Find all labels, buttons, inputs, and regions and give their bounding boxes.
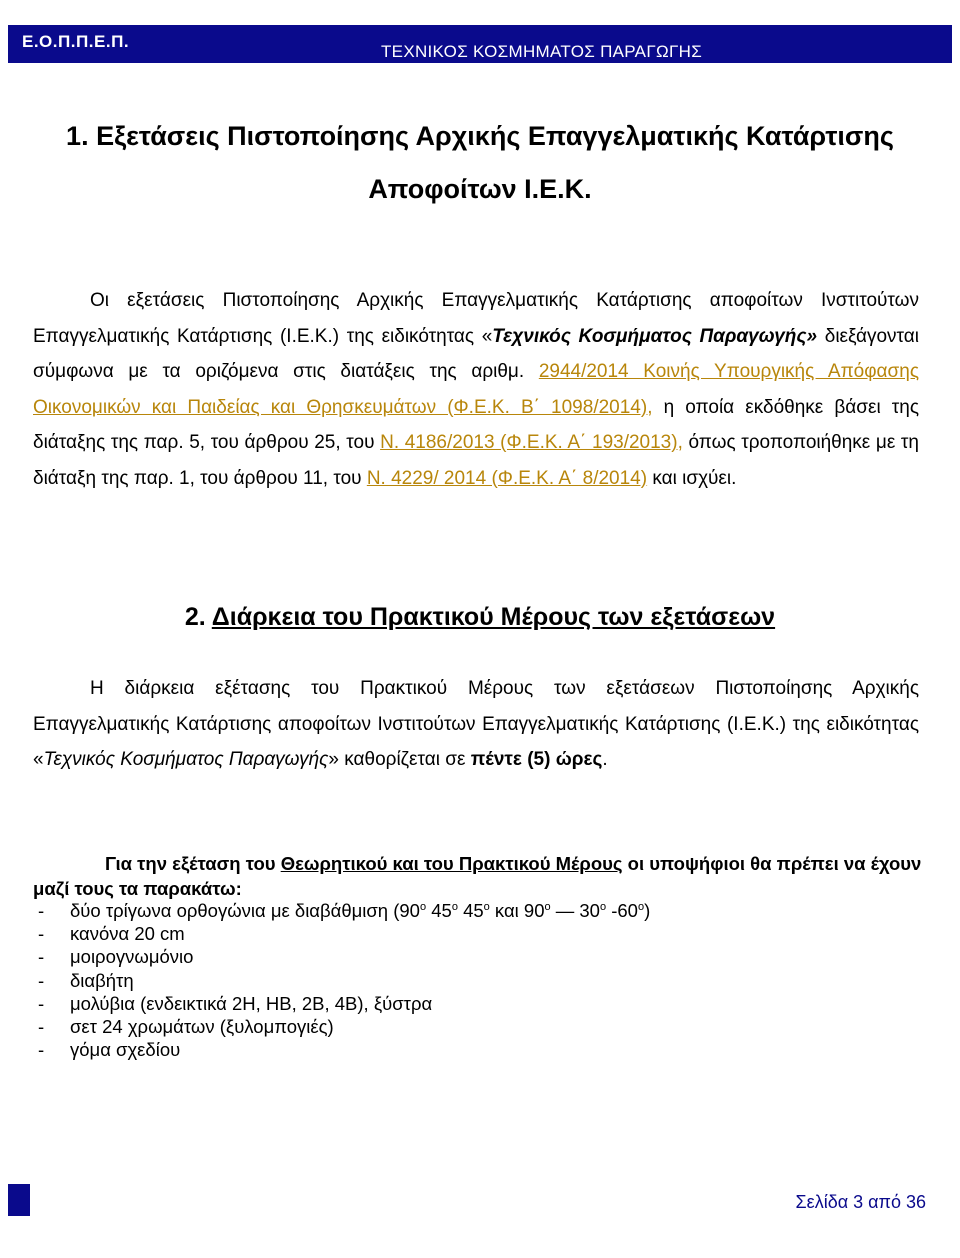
exam-duration: πέντε (5) ώρες — [470, 749, 603, 770]
list-item: - διαβήτη — [38, 969, 134, 991]
specialty-name: Τεχνικός Κοσμήματος Παραγωγής» — [492, 325, 818, 347]
footer-bar — [8, 1184, 952, 1216]
header-organization: Ε.Ο.Π.Π.Ε.Π. — [22, 32, 130, 51]
notice-text-3: οι υποψήφιοι θα πρέπει να έχουν μαζί τους τα παρακάτω: — [33, 853, 922, 899]
section1-text-5: και ισχύει. — [647, 467, 737, 489]
section1-title-line1: 1. Εξετάσεις Πιστοποίησης Αρχικής Επαγγελματικής Κατάρτισης — [66, 121, 894, 151]
notice-text-2: Θεωρητικού και του Πρακτικού Μέρους — [280, 853, 623, 874]
link-law-4229-2014[interactable]: Ν. 4229/ 2014 (Φ.Ε.Κ. Α΄ 8/2014) — [366, 467, 648, 489]
section2-text-2: » καθορίζεται σε — [328, 749, 471, 770]
section2-title-text: Διάρκεια του Πρακτικού Μέρους των εξετάσεων — [211, 603, 776, 631]
section1-paragraph — [33, 283, 919, 496]
list-item: - κανόνα 20 cm — [38, 923, 185, 945]
section1-text-4: όπως τροποποιήθηκε με τη διάταξη της παρ. 1, του άρθρου 11, του — [33, 432, 919, 489]
list-item: - σετ 24 χρωμάτων (ξυλομπογιές) — [38, 1016, 334, 1038]
section2-title — [0, 603, 960, 632]
link-law-4186-2013[interactable]: Ν. 4186/2013 (Φ.Ε.Κ. Α΄ 193/2013), — [380, 432, 683, 453]
header-bar — [8, 25, 952, 63]
list-item: - μοιρογνωμόνιο — [38, 946, 194, 968]
header-title: ΤΕΧΝΙΚΟΣ ΚΟΣΜΗΜΑΤΟΣ ΠΑΡΑΓΩΓΗΣ — [381, 42, 703, 61]
section1-text-3: η οποία εκδόθηκε βάσει της διάταξης της παρ. 5, του άρθρου 25, του — [33, 396, 919, 453]
link-kya-2944-2014[interactable]: 2944/2014 Κοινής Υπουργικής Απόφασης Οικονομικών και Παιδείας και Θρησκευμάτων (Φ.Ε.Κ. Β΄ 1098/2014), — [33, 361, 919, 418]
section2-text-3: . — [602, 749, 608, 770]
page-number: Σελίδα 3 από 36 — [795, 1192, 926, 1212]
required-items-notice — [33, 852, 933, 901]
section2-text-1: Η διάρκεια εξέτασης του Πρακτικού Μέρους των εξετάσεων Πιστοποίησης Αρχικής Επαγγελματικής Κατάρτισης αποφοίτων Ινστιτούτων Επαγγελματικής Κατάρτισης (Ι.Ε.Κ.) της ειδικότητας « — [33, 678, 919, 770]
list-item: - δύο τρίγωνα ορθογώνια με διαβάθμιση ($90^o$ $45^o$ $45^o$ και $90^o$ — $30^o$ $-60^o$) — [38, 900, 651, 921]
section1-text-2: διεξάγονται σύμφωνα με τα οριζόμενα στις διατάξεις της αριθμ. — [33, 325, 919, 382]
section2-paragraph — [33, 671, 919, 778]
section2-title-number: 2. — [184, 603, 212, 631]
section1-text-1: Οι εξετάσεις Πιστοποίησης Αρχικής Επαγγελματικής Κατάρτισης αποφοίτων Ινστιτούτων Επαγγελματικής Κατάρτισης (Ι.Ε.Κ.) της ειδικότητας « — [33, 290, 919, 347]
list-item: - μολύβια (ενδεικτικά 2Η, ΗΒ, 2Β, 4Β), ξύστρα — [38, 992, 433, 1014]
notice-text-1: Για την εξέταση του — [105, 853, 281, 874]
required-items-list — [38, 899, 650, 1061]
footer-inner — [30, 1184, 952, 1216]
section2-specialty: Τεχνικός Κοσμήματος Παραγωγής — [43, 749, 329, 770]
list-item: - γόμα σχεδίου — [38, 1039, 181, 1061]
section1-title-line2: Αποφοίτων Ι.Ε.Κ. — [368, 174, 592, 204]
